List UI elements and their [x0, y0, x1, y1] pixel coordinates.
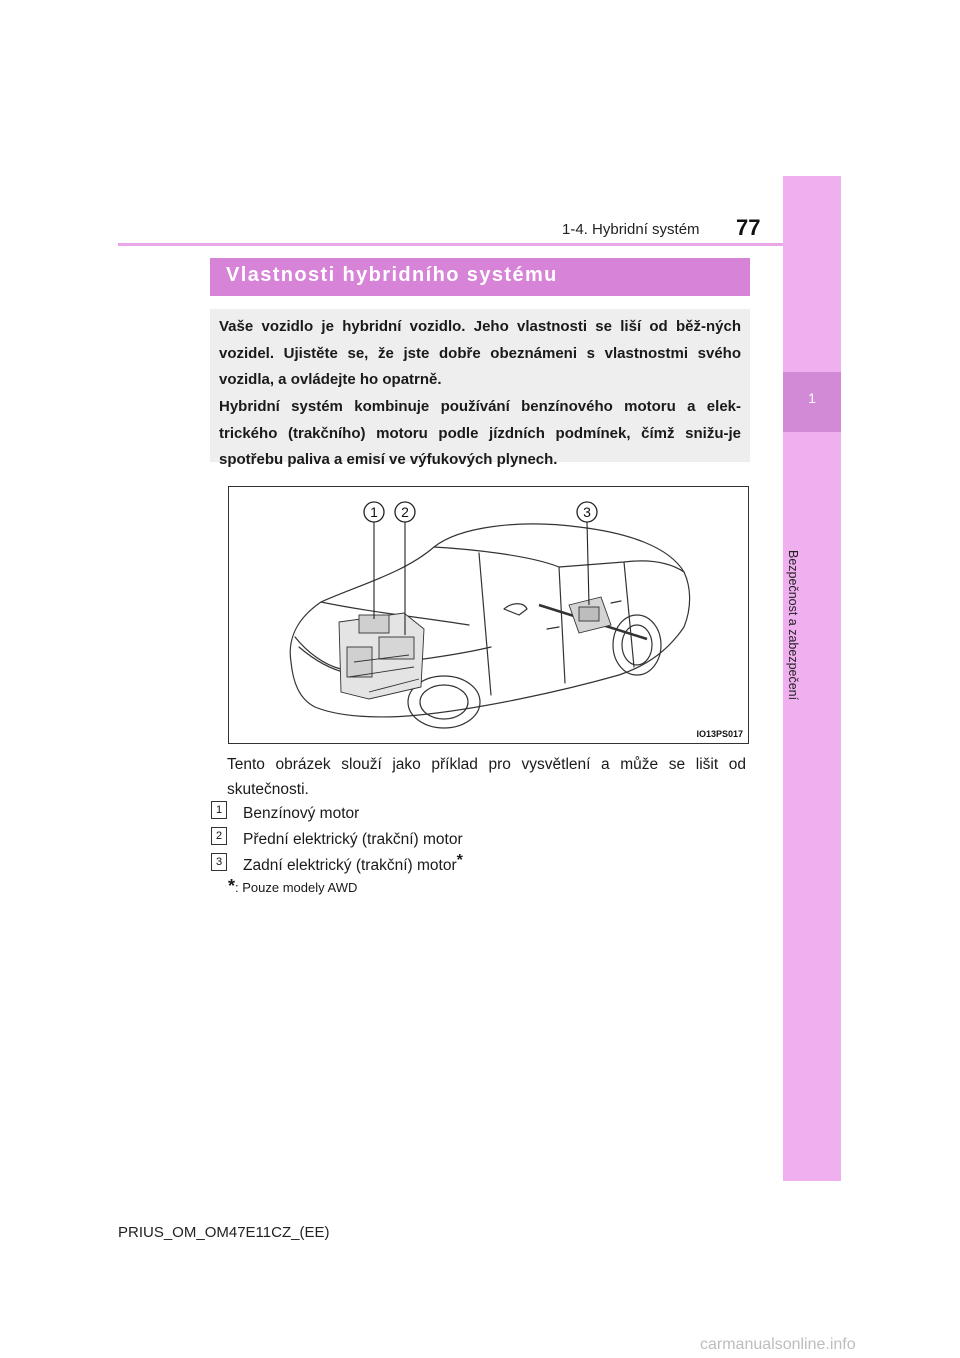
- intro-box: [210, 309, 750, 468]
- chapter-number: 1: [808, 390, 816, 406]
- illustration-code: IO13PS017: [696, 729, 743, 739]
- section-title-bar: [210, 258, 750, 296]
- header-rule: [118, 243, 783, 246]
- watermark-link[interactable]: carmanualsonline.info: [700, 1336, 856, 1353]
- page-number: 77: [736, 215, 761, 240]
- section-title: Vlastnosti hybridního systému: [226, 264, 558, 286]
- illustration-caption: Tento obrázek slouží jako příklad pro vysvětlení a může se lišit od skutečnosti.: [227, 756, 746, 798]
- document-code-footer: PRIUS_OM_OM47E11CZ_(EE): [118, 1224, 330, 1241]
- footnote-mark: *: [228, 876, 236, 896]
- callout-label: 3: [583, 504, 591, 520]
- item-number-box: 1: [211, 801, 227, 819]
- footnote: [228, 876, 357, 897]
- section-header: 1-4. Hybridní systém: [562, 221, 700, 238]
- intro-paragraph: Vaše vozidlo je hybridní vozidlo. Jeho vlastnosti se liší od běž-ných vozidel. Ujistěte se, že jste dobře obeznámeni s vlastnostmi svého vozidla, a ovládejte ho opatrně.: [219, 318, 741, 388]
- callout-label: 1: [370, 504, 378, 520]
- item-number-box: 2: [211, 827, 227, 845]
- item-text: Přední elektrický (trakční) motor: [243, 831, 463, 848]
- footnote-text: : Pouze modely AWD: [235, 880, 358, 895]
- item-text: Benzínový motor: [243, 805, 360, 822]
- hybrid-system-illustration: [228, 486, 749, 744]
- item-text: Zadní elektrický (trakční) motor*: [243, 852, 463, 874]
- item-number-box: 3: [211, 853, 227, 871]
- car-diagram: [229, 487, 748, 743]
- callout-label: 2: [401, 504, 409, 520]
- intro-paragraph: Hybridní systém kombinuje používání benzínového motoru a elek-trického (trakčního) motoru podle jízdních podmínek, čímž snižu-je spotřebu paliva a emisí ve výfukových plynech.: [219, 398, 741, 468]
- chapter-title: Bezpečnost a zabezpečení: [786, 550, 800, 701]
